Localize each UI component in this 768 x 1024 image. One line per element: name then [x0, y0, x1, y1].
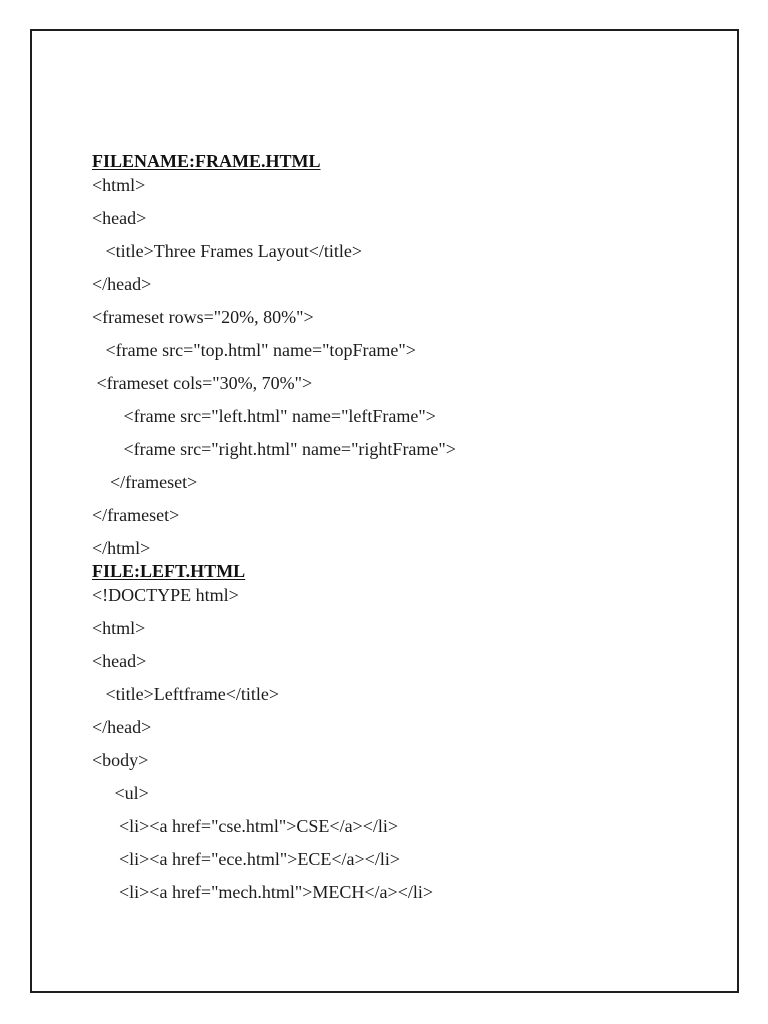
code-line: </head> — [92, 717, 152, 737]
code-line: </html> — [92, 538, 151, 558]
code-line: <frame src="left.html" name="leftFrame"> — [123, 406, 436, 426]
code-line: <!DOCTYPE html> — [92, 585, 239, 605]
code-document — [92, 150, 717, 903]
code-line: <html> — [92, 618, 146, 638]
code-line: <li><a href="mech.html">MECH</a></li> — [119, 882, 434, 902]
code-line: <frameset cols="30%, 70%"> — [96, 373, 313, 393]
code-line: <title>Three Frames Layout</title> — [105, 241, 363, 261]
code-line: <li><a href="ece.html">ECE</a></li> — [119, 849, 400, 869]
code-line: <li><a href="cse.html">CSE</a></li> — [119, 816, 399, 836]
code-line: <html> — [92, 175, 146, 195]
code-line: </head> — [92, 274, 152, 294]
file-heading: FILENAME:FRAME.HTML — [92, 151, 321, 171]
document-page — [30, 29, 739, 993]
code-line: </frameset> — [92, 505, 180, 525]
code-line: <frame src="right.html" name="rightFrame"> — [123, 439, 456, 459]
code-line: <frame src="top.html" name="topFrame"> — [105, 340, 416, 360]
code-line: <head> — [92, 651, 147, 671]
code-line: <ul> — [114, 783, 149, 803]
code-line: <title>Leftframe</title> — [105, 684, 280, 704]
code-line: <head> — [92, 208, 147, 228]
code-line: <body> — [92, 750, 149, 770]
file-heading: FILE:LEFT.HTML — [92, 561, 246, 581]
code-line: </frameset> — [110, 472, 198, 492]
code-line: <frameset rows="20%, 80%"> — [92, 307, 314, 327]
